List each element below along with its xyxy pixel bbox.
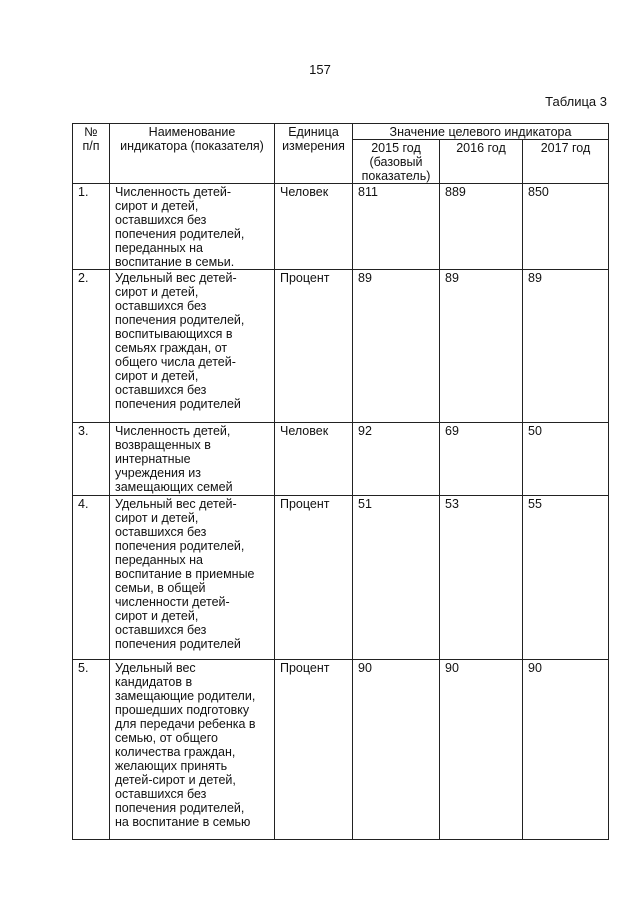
row-value-2017: 90 bbox=[523, 660, 609, 840]
table-row bbox=[73, 496, 609, 660]
header-2016: 2016 год bbox=[440, 140, 523, 184]
row-unit: Человек bbox=[275, 184, 353, 270]
row-name: Удельный вес кандидатов в замещающие родители, прошедших подготовку для передачи ребенка в семью, от общего количества граждан, желающих принять детей-сирот и детей, оставшихся без попечения родителей, на воспитание в семью bbox=[110, 660, 275, 840]
row-value-2015: 811 bbox=[353, 184, 440, 270]
row-value-2016: 90 bbox=[440, 660, 523, 840]
table-row bbox=[73, 184, 609, 270]
row-name: Удельный вес детей- сирот и детей, оставшихся без попечения родителей, воспитывающихся в семьях граждан, от общего числа детей- сирот и детей, оставшихся без попечения родителей bbox=[110, 270, 275, 423]
row-num: 2. bbox=[73, 270, 110, 423]
table-caption: Таблица 3 bbox=[545, 94, 607, 109]
row-num: 3. bbox=[73, 423, 110, 496]
header-name: Наименование индикатора (показателя) bbox=[110, 124, 275, 184]
row-num: 5. bbox=[73, 660, 110, 840]
row-value-2016: 69 bbox=[440, 423, 523, 496]
row-value-2015: 92 bbox=[353, 423, 440, 496]
row-num: 4. bbox=[73, 496, 110, 660]
row-num: 1. bbox=[73, 184, 110, 270]
row-value-2015: 89 bbox=[353, 270, 440, 423]
row-value-2016: 889 bbox=[440, 184, 523, 270]
header-target-value: Значение целевого индикатора bbox=[353, 124, 609, 140]
row-name: Численность детей, возвращенных в интернатные учреждения из замещающих семей bbox=[110, 423, 275, 496]
row-value-2017: 850 bbox=[523, 184, 609, 270]
row-value-2017: 50 bbox=[523, 423, 609, 496]
header-unit: Единица измерения bbox=[275, 124, 353, 184]
indicators-table bbox=[72, 123, 609, 840]
header-row bbox=[73, 124, 609, 140]
row-value-2015: 90 bbox=[353, 660, 440, 840]
row-unit: Процент bbox=[275, 660, 353, 840]
page-number: 157 bbox=[309, 62, 331, 77]
row-name: Численность детей- сирот и детей, оставшихся без попечения родителей, переданных на воспитание в семьи. bbox=[110, 184, 275, 270]
row-unit: Человек bbox=[275, 423, 353, 496]
table-row bbox=[73, 660, 609, 840]
table-row bbox=[73, 423, 609, 496]
header-num: № п/п bbox=[73, 124, 110, 184]
header-2015: 2015 год (базовый показатель) bbox=[353, 140, 440, 184]
row-value-2017: 89 bbox=[523, 270, 609, 423]
row-value-2016: 53 bbox=[440, 496, 523, 660]
table-row bbox=[73, 270, 609, 423]
row-unit: Процент bbox=[275, 270, 353, 423]
row-name: Удельный вес детей- сирот и детей, оставшихся без попечения родителей, переданных на воспитание в приемные семьи, в общей численности детей- сирот и детей, оставшихся без попечения родителей bbox=[110, 496, 275, 660]
row-value-2017: 55 bbox=[523, 496, 609, 660]
row-value-2016: 89 bbox=[440, 270, 523, 423]
row-unit: Процент bbox=[275, 496, 353, 660]
header-2017: 2017 год bbox=[523, 140, 609, 184]
row-value-2015: 51 bbox=[353, 496, 440, 660]
